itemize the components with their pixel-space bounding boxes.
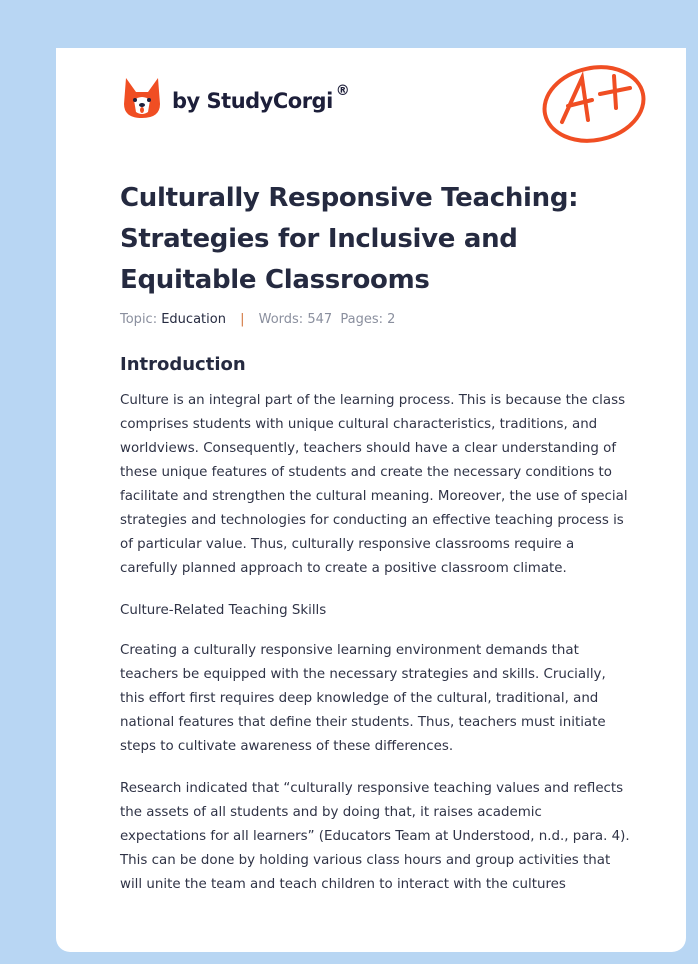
paragraph: Culture is an integral part of the learning process. This is because the class comprises students with unique cultural characteristics, traditions, and worldviews. Consequently, teachers should have a clear understanding of these unique features of students and create the necessary conditions to facilitate and strengthen the cultural meaning. Moreover, the use of special strategies and technologies for conducting an effective teaching process is of particular value. Thus, culturally responsive classrooms require a carefully planned approach to create a positive classroom climate. xyxy=(120,393,628,576)
topic-link[interactable]: Education xyxy=(161,312,226,327)
subheading: Culture-Related Teaching Skills xyxy=(120,603,327,618)
studycorgi-logo[interactable] xyxy=(122,76,349,120)
document-card xyxy=(56,48,686,952)
page-count: Pages: 2 xyxy=(340,312,396,327)
a-plus-grade-icon xyxy=(538,60,650,144)
word-count: Words: 547 xyxy=(258,312,333,327)
corgi-icon xyxy=(122,76,162,120)
registered-mark: ® xyxy=(335,83,350,99)
paragraph: Research indicated that “culturally responsive teaching values and reflects the assets of all students and by doing that, it raises academic expectations for all learners” (Educators Team at Understood, n.d., para. 4). This can be done by holding various class hours and group activities that will unite the team and teach children to interact with the cultures xyxy=(120,781,630,892)
section-heading: Introduction xyxy=(120,354,246,375)
paragraph: Creating a culturally responsive learning environment demands that teachers be equipped with the necessary strategies and skills. Crucially, this effort first requires deep knowledge of the cultural, traditional, and national features that define their students. Thus, teachers must initiate steps to cultivate awareness of these differences. xyxy=(120,643,606,754)
article-meta xyxy=(120,312,395,327)
topic-label: Topic: xyxy=(120,312,158,327)
page-title: Culturally Responsive Teaching: Strategies for Inclusive and Equitable Classrooms xyxy=(120,183,579,295)
brand-name: by StudyCorgi xyxy=(172,89,333,113)
article-body xyxy=(120,354,630,915)
meta-separator: | xyxy=(240,312,245,327)
